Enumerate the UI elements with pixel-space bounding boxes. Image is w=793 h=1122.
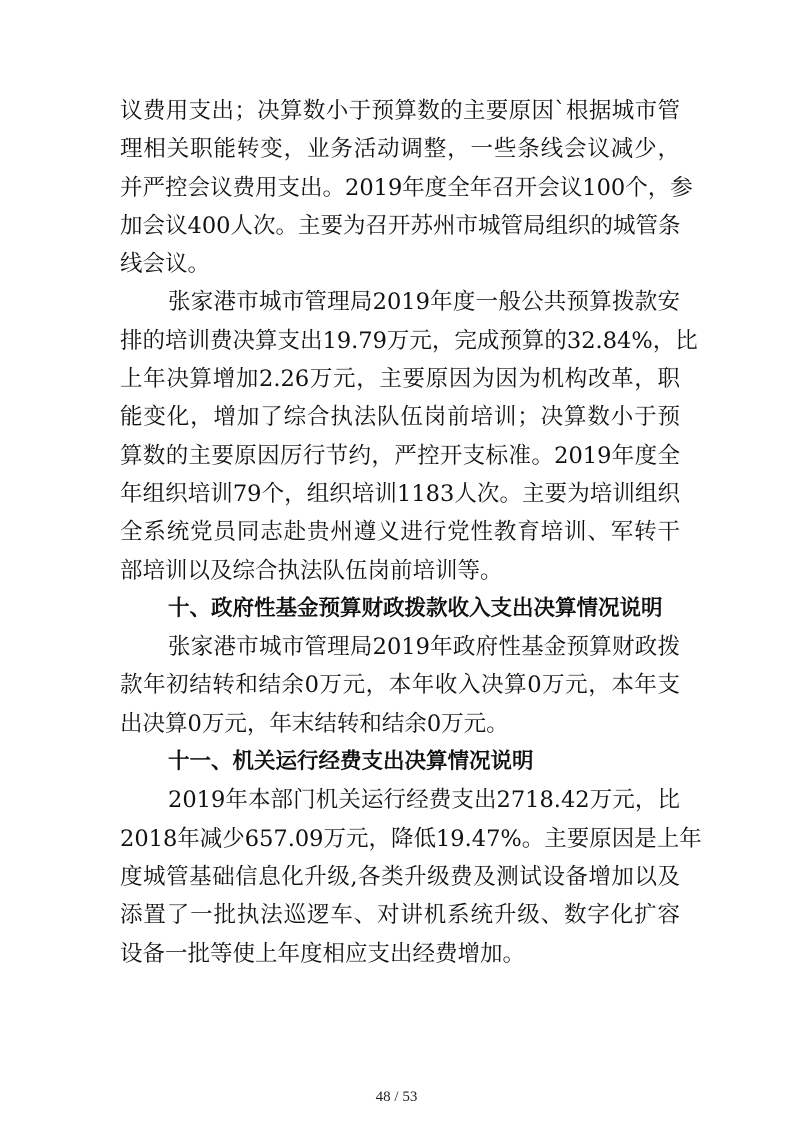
section-heading: 十一、机关运行经费支出决算情况说明 bbox=[168, 749, 534, 775]
body-text-line: 度城管基础信息化升级,各类升级费及测试设备增加以及 bbox=[120, 863, 680, 890]
body-text-line: 年组织培训79个，组织培训1183人次。主要为培训组织 bbox=[120, 480, 680, 507]
body-text-line: 加会议400人次。主要为召开苏州市城管局组织的城管条 bbox=[120, 212, 681, 239]
body-text-line: 理相关职能转变，业务活动调整，一些条线会议减少， bbox=[120, 136, 680, 163]
body-text-line: 线会议。 bbox=[120, 251, 211, 278]
body-text-line: 并严控会议费用支出。2019年度全年召开会议100个，参 bbox=[120, 174, 693, 201]
section-heading: 十、政府性基金预算财政拨款收入支出决算情况说明 bbox=[168, 595, 663, 621]
body-text-line: 添置了一批执法巡逻车、对讲机系统升级、数字化扩容 bbox=[120, 902, 680, 929]
body-text-line: 上年决算增加2.26万元，主要原因为因为机构改革，职 bbox=[120, 366, 680, 393]
body-text-line: 排的培训费决算支出19.79万元，完成预算的32.84%，比 bbox=[120, 327, 698, 354]
document-body bbox=[120, 92, 702, 973]
body-text-line: 议费用支出；决算数小于预算数的主要原因`根据城市管 bbox=[120, 98, 680, 124]
body-text-line: 款年初结转和结余0万元，本年收入决算0万元，本年支 bbox=[120, 672, 680, 699]
body-text-line: 2018年减少657.09万元，降低19.47%。主要原因是上年 bbox=[120, 825, 702, 852]
body-text-line: 出决算0万元，年末结转和结余0万元。 bbox=[120, 710, 509, 737]
body-text-line: 张家港市城市管理局2019年度一般公共预算拨款安 bbox=[168, 289, 680, 316]
body-text-line: 2019年本部门机关运行经费支出2718.42万元，比 bbox=[168, 787, 680, 814]
body-text-line: 能变化，增加了综合执法队伍岗前培训；决算数小于预 bbox=[120, 404, 680, 431]
body-text-line: 算数的主要原因厉行节约，严控开支标准。2019年度全 bbox=[120, 442, 680, 469]
body-text-line: 全系统党员同志赴贵州遵义进行党性教育培训、军转干 bbox=[120, 519, 680, 546]
body-text-line: 张家港市城市管理局2019年政府性基金预算财政拨 bbox=[168, 634, 680, 661]
body-text-line: 设备一批等使上年度相应支出经费增加。 bbox=[120, 940, 526, 967]
page-number: 48 / 53 bbox=[375, 1089, 418, 1105]
body-text-line: 部培训以及综合执法队伍岗前培训等。 bbox=[120, 557, 503, 584]
